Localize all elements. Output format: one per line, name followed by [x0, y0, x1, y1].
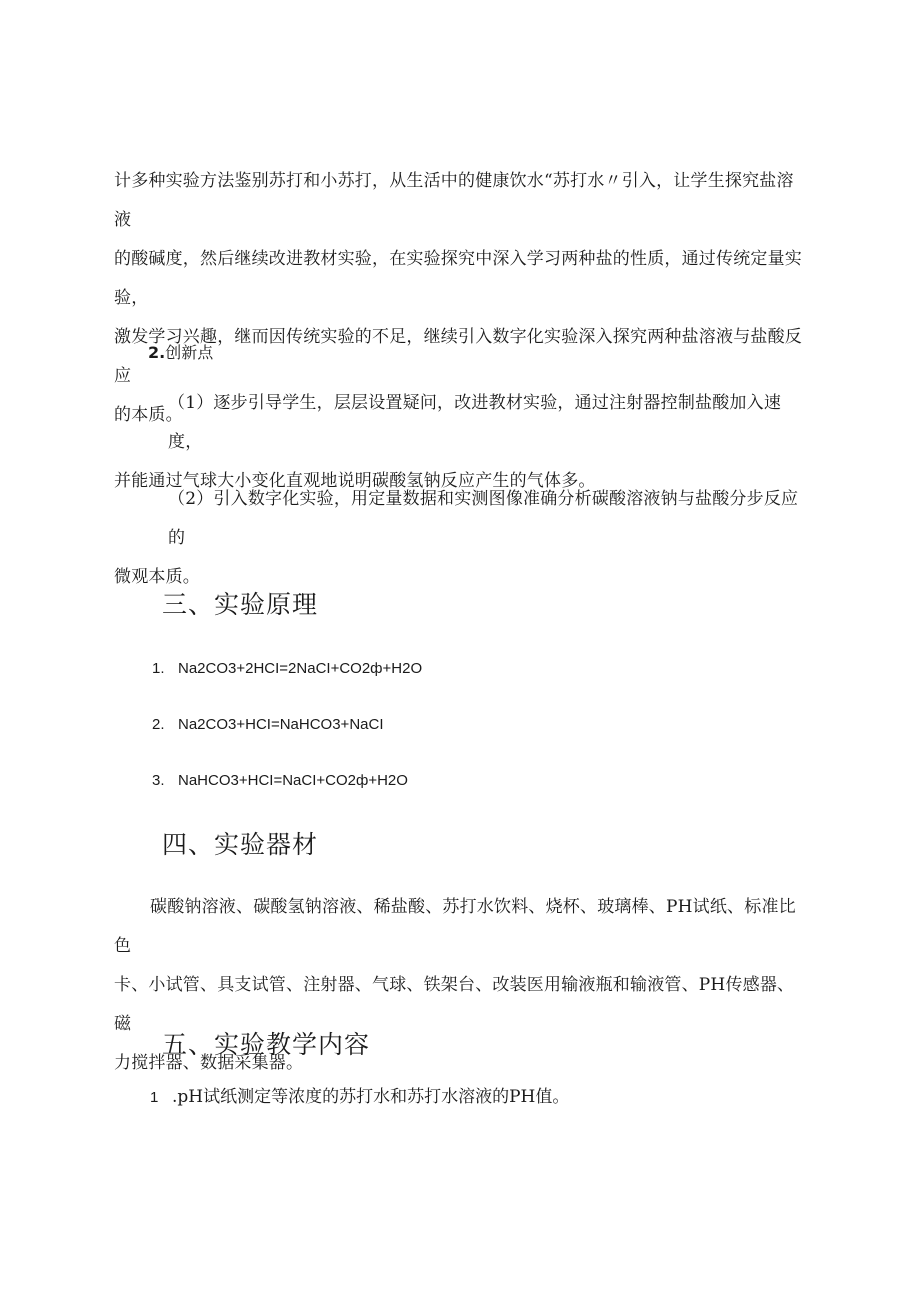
innovation-point-line: 微观本质。	[114, 567, 200, 587]
intro-line: 的本质。	[114, 405, 183, 425]
intro-line: 激发学习兴趣，继而因传统实验的不足，继续引入数字化实验深入探究两种盐溶液与盐酸反应	[114, 327, 802, 386]
teaching-item-number: 1	[150, 1089, 159, 1106]
section-heading-equipment: 四、实验器材	[162, 830, 319, 859]
innovation-heading-text: 创新点	[165, 343, 214, 362]
equation-2	[152, 716, 384, 733]
intro-line: 计多种实验方法鉴别苏打和小苏打，从生活中的健康饮水“苏打水〃引入，让学生探究盐溶液	[114, 171, 794, 230]
section-heading-teaching: 五、实验教学内容	[162, 1030, 371, 1059]
teaching-item-1	[150, 1082, 569, 1107]
equation-number: 2.	[152, 716, 165, 733]
innovation-point-line: （2）引入数字化实验，用定量数据和实测图像准确分析碳酸溶液钠与盐酸分步反应的	[168, 489, 799, 548]
equipment-line: 力搅拌器、数据采集器。	[114, 1053, 304, 1073]
intro-line: 的酸碱度，然后继续改进教材实验，在实验探究中深入学习两种盐的性质，通过传统定量实验，	[114, 249, 802, 308]
equation-number: 1.	[152, 660, 165, 677]
equipment-line: 卡、小试管、具支试管、注射器、气球、铁架台、改装医用输液瓶和输液管、PH传感器、磁	[114, 975, 795, 1034]
equation-text: Na2CO3+HCI=NaHCO3+NaCI	[178, 716, 384, 733]
equation-text: Na2CO3+2HCI=2NaCI+CO2ф+H2O	[178, 660, 423, 677]
equation-number: 3.	[152, 772, 165, 789]
equipment-line: 碳酸钠溶液、碳酸氢钠溶液、稀盐酸、苏打水饮料、烧杯、玻璃棒、PH试纸、标准比色	[114, 897, 796, 956]
equation-text: NaHCO3+HCI=NaCI+CO2ф+H2O	[178, 772, 408, 789]
equation-3	[152, 772, 408, 789]
section-heading-principle: 三、实验原理	[162, 590, 319, 619]
innovation-heading-number: 2.	[148, 343, 166, 362]
innovation-point-line: （1）逐步引导学生，层层设置疑问，改进教材实验，通过注射器控制盐酸加入速度，	[168, 393, 782, 452]
equation-1	[152, 660, 422, 677]
innovation-point-2	[114, 480, 810, 597]
teaching-item-text: .pH试纸测定等浓度的苏打水和苏打水溶液的PH值。	[172, 1087, 570, 1107]
innovation-heading	[148, 340, 213, 363]
innovation-point-line: 并能通过气球大小变化直观地说明碳酸氢钠反应产生的气体多。	[114, 471, 596, 491]
